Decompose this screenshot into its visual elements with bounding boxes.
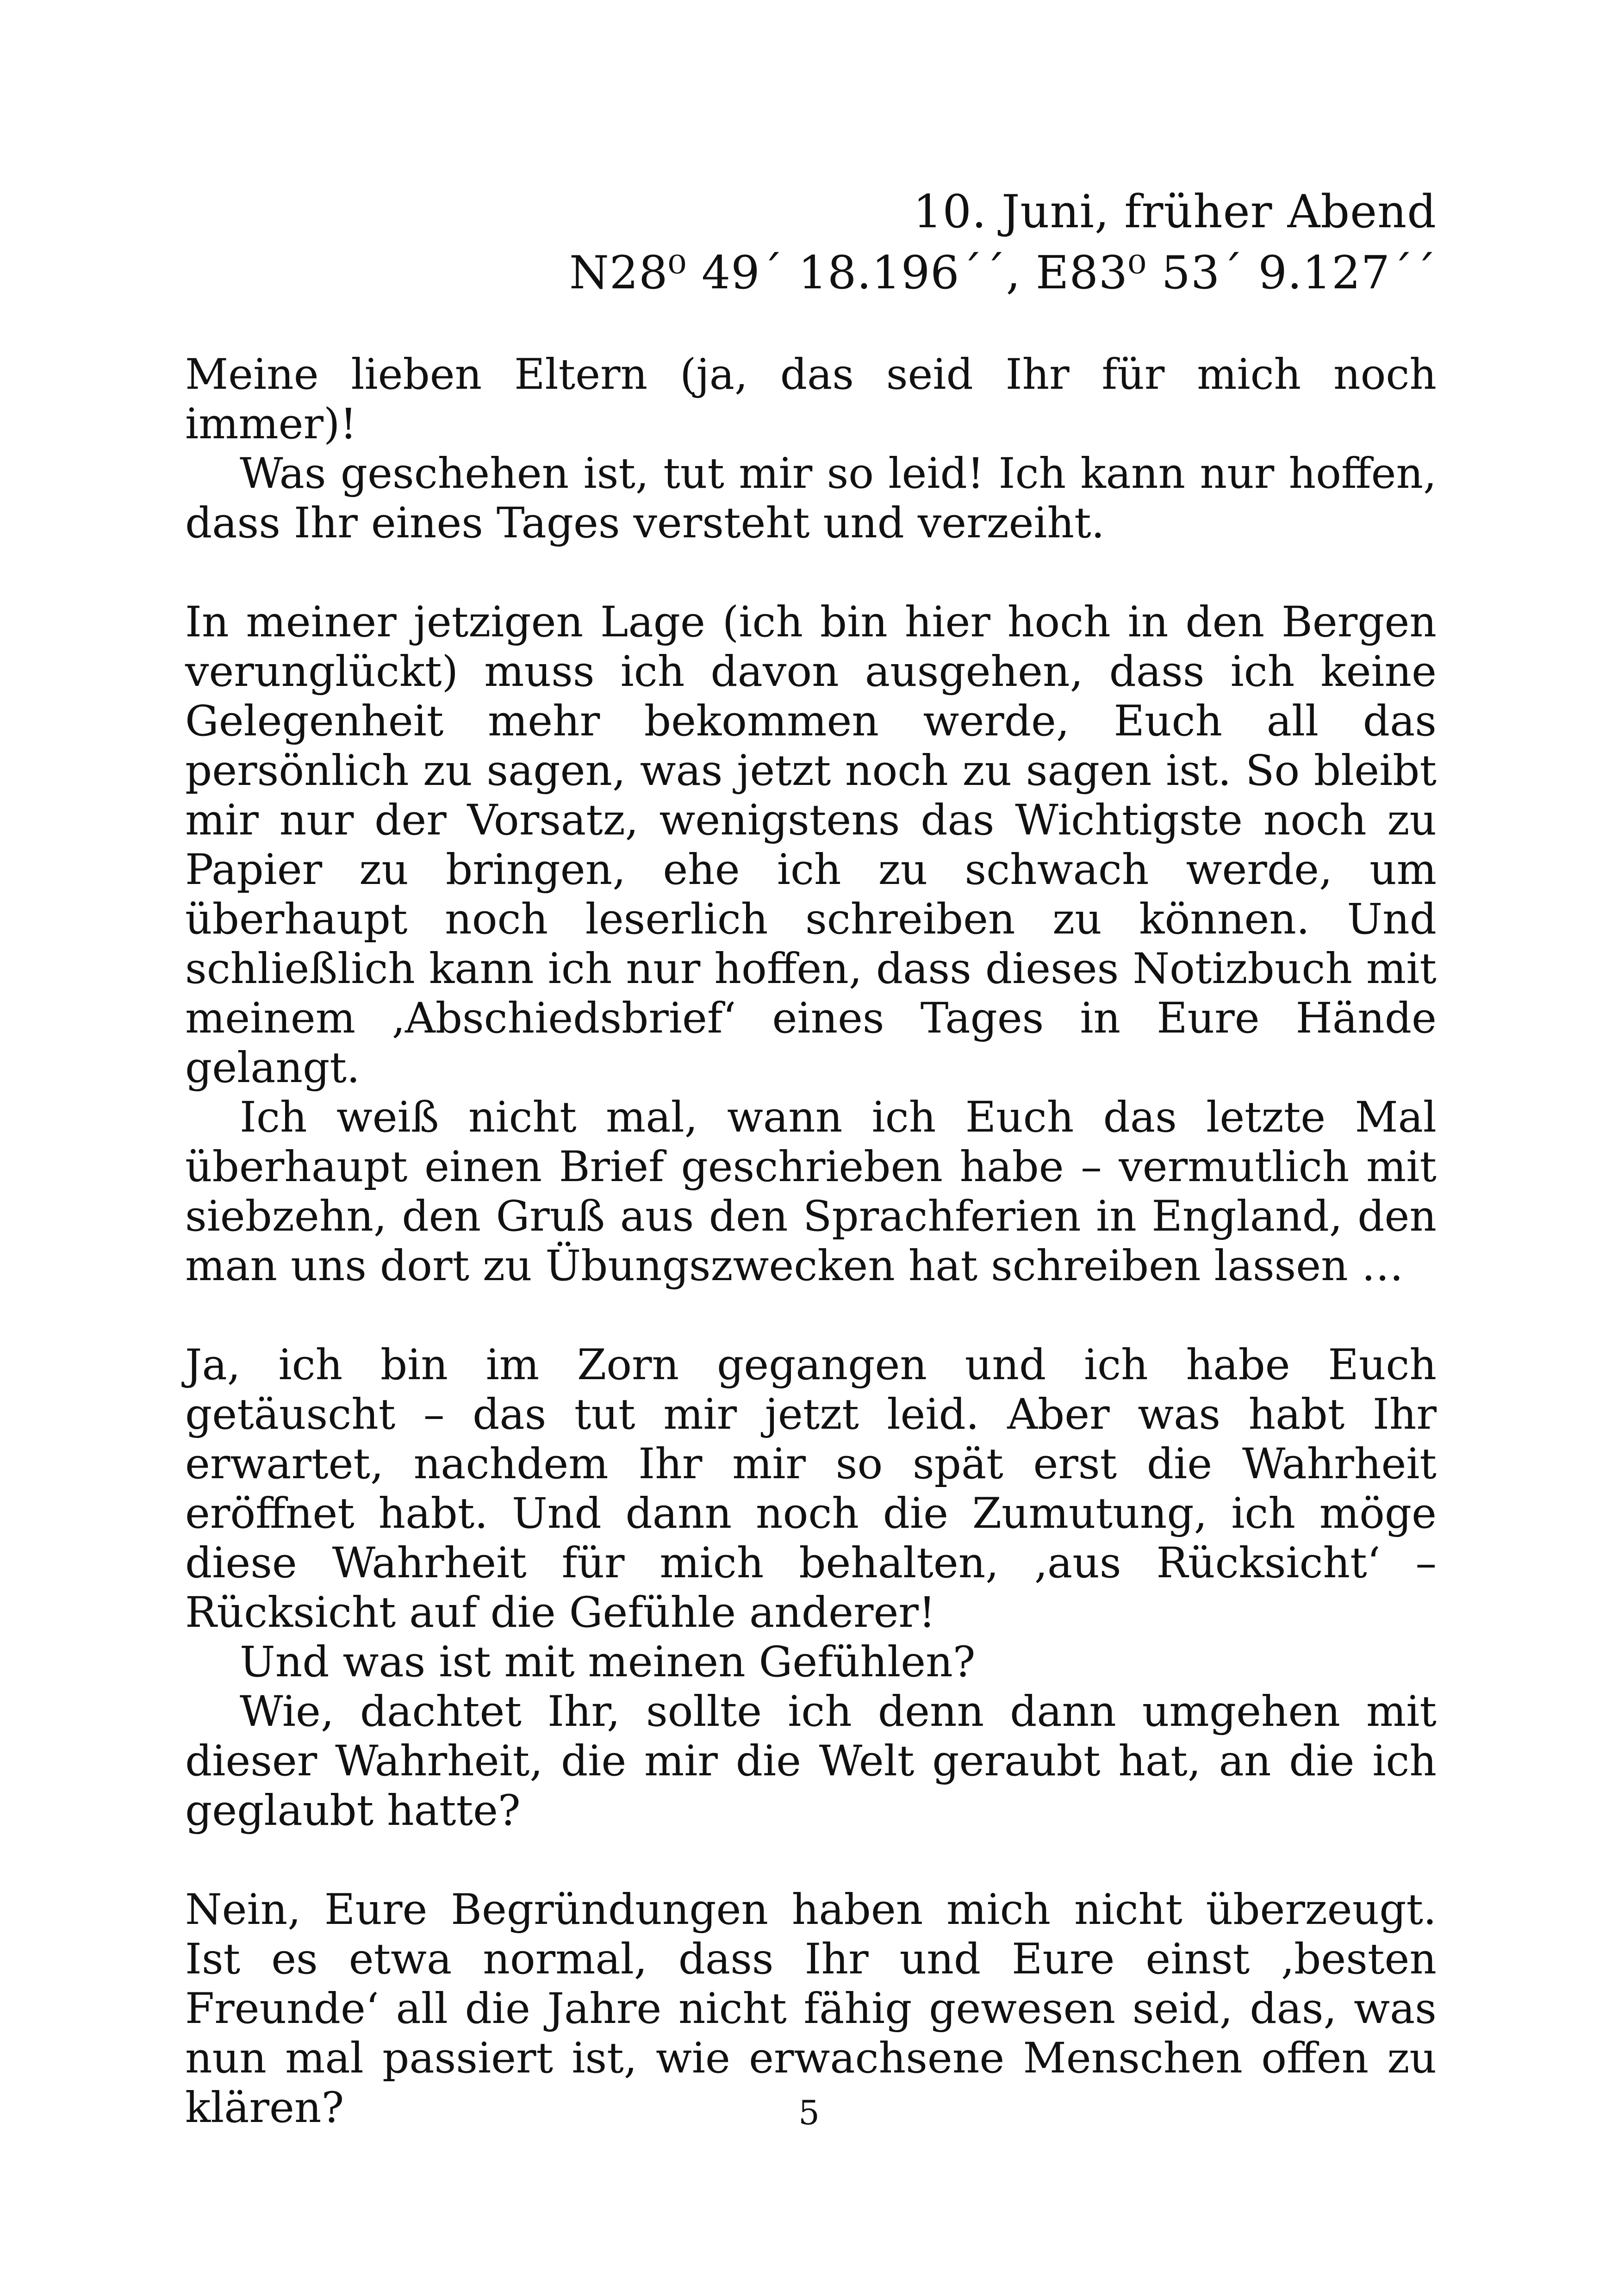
paragraph: Ich weiß nicht mal, wann ich Euch das letzte Mal überhaupt einen Brief geschrieben habe – vermutlich mit siebzehn, den Gruß aus den Sprachferien in England, den man uns dort zu Übungszwecken hat schreiben lassen …	[185, 1093, 1437, 1290]
date-line: 10. Juni, früher Abend	[913, 186, 1437, 238]
paragraph: Meine lieben Eltern (ja, das seid Ihr für mich noch immer)!	[185, 350, 1437, 448]
page-number: 5	[798, 2093, 820, 2132]
paragraph-gap	[185, 1291, 1437, 1340]
letter-heading	[569, 181, 1437, 304]
paragraph: In meiner jetzigen Lage (ich bin hier hoch in den Bergen verunglückt) muss ich davon ausgehen, dass ich keine Gelegenheit mehr bekommen werde, Euch all das persönlich zu sagen, was jetzt noch zu sagen ist. So bleibt mir nur der Vorsatz, wenigstens das Wichtigste noch zu Papier zu bringen, ehe ich zu schwach werde, um überhaupt noch leserlich schreiben zu können. Und schließlich kann ich nur hoffen, dass dieses Notizbuch mit meinem ‚Abschiedsbrief‘ eines Tages in Eure Hände gelangt.	[185, 598, 1437, 1092]
paragraph: Nein, Eure Begründungen haben mich nicht überzeugt. Ist es etwa normal, dass Ihr und Eure einst ‚besten Freunde‘ all die Jahre nicht fähig gewesen seid, das, was nun mal passiert ist, wie erwachsene Menschen offen zu klären?	[185, 1885, 1437, 2132]
letter-body	[185, 350, 1437, 2133]
paragraph-gap	[185, 548, 1437, 597]
paragraph-gap	[185, 1836, 1437, 1885]
paragraph: Und was ist mit meinen Gefühlen?	[240, 1638, 976, 1686]
paragraph: Was geschehen ist, tut mir so leid! Ich kann nur hoffen, dass Ihr eines Tages versteht und verzeiht.	[185, 449, 1437, 548]
paragraph: Ja, ich bin im Zorn gegangen und ich habe Euch getäuscht – das tut mir jetzt leid. Aber was habt Ihr erwartet, nachdem Ihr mir so spät erst die Wahrheit eröffnet habt. Und dann noch die Zumutung, ich möge diese Wahrheit für mich behalten, ‚aus Rücksicht‘ – Rücksicht auf die Gefühle anderer!	[185, 1341, 1437, 1637]
gps-coordinates-line: N28⁰ 49´ 18.196´´, E83⁰ 53´ 9.127´´	[569, 247, 1437, 299]
paragraph: Wie, dachtet Ihr, sollte ich denn dann umgehen mit dieser Wahrheit, die mir die Welt geraubt hat, an die ich geglaubt hatte?	[185, 1687, 1437, 1835]
